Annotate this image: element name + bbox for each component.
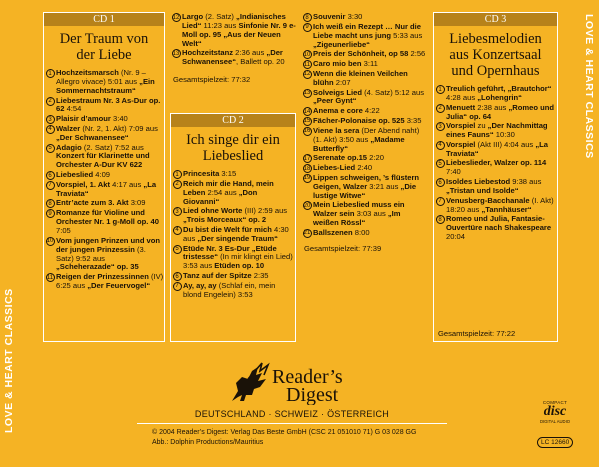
cd2-track-6	[171, 272, 295, 281]
track-number	[434, 159, 446, 168]
track-text: Largo (2. Satz) „Indianisches Lied“ 11:23 aus Sinfonie Nr. 9 e-Moll op. 95 „Aus der Neuen Welt“	[182, 12, 296, 48]
brand-line2: Digest	[286, 384, 339, 405]
track-text: Reich mir die Hand, mein Leben 2:54 aus „Don Giovanni“	[183, 178, 274, 206]
cd3-column	[433, 12, 558, 342]
track-text: Lied ohne Worte (III) 2:59 aus „Trois Morceaux“ op. 2	[183, 206, 288, 225]
cd1-track-3	[44, 115, 164, 124]
cd1-track-10	[44, 237, 164, 273]
track-number-badge: 16	[303, 128, 311, 135]
track-text: Isoldes Liebestod 9:38 aus „Tristan und Isolde“	[446, 177, 542, 195]
cd1-track-4	[44, 125, 164, 143]
track-text: Menuett 2:38 aus „Romeo und Julia“ op. 64	[446, 102, 555, 121]
cd3-track-1	[434, 85, 557, 103]
track-number	[170, 49, 182, 58]
cd2-tracklist	[171, 170, 295, 300]
cd1-track-9	[44, 209, 164, 236]
cd2-track-4	[171, 226, 295, 244]
cd1-track-11	[44, 273, 164, 291]
spine	[0, 0, 21, 467]
track-number	[301, 117, 313, 126]
track-number-badge: 15	[303, 118, 311, 125]
track-text: Fächer-Polonaise op. 525 3:35	[313, 115, 422, 125]
cd2-label: CD 2	[171, 114, 295, 127]
track-text: Romanze für Violine und Orchester Nr. 1 g-Moll op. 40 7:05	[56, 208, 159, 236]
track-number	[44, 97, 56, 106]
cd1-track-2	[44, 97, 164, 115]
track-number-badge: 1	[173, 170, 182, 179]
track-text: Treulich geführt, „Brautchor“ 4:28 aus „Lohengrin“	[446, 84, 552, 102]
cd1-tracklist	[44, 69, 164, 291]
track-number-badge: 12	[172, 14, 180, 21]
cd3-label: CD 3	[434, 13, 557, 26]
track-number-badge: 4	[436, 141, 445, 150]
track-number	[171, 207, 183, 216]
track-text: Princesita 3:15	[183, 169, 237, 178]
cd2-track-14	[301, 107, 427, 116]
cd2-track-8	[301, 13, 427, 22]
track-text: Vorspiel zu „Der Nachmittag eines Fauns“ 10:30	[446, 121, 548, 140]
track-number	[434, 197, 446, 206]
track-text: Vorspiel, 1. Akt 4:17 aus „La Traviata“	[56, 179, 157, 198]
cd2-tracklist-continued	[301, 13, 427, 238]
compact-disc-logo	[535, 400, 575, 434]
track-number	[434, 178, 446, 187]
cd2-track-20	[301, 201, 427, 228]
spine-text-left: LOVE & HEART CLASSICS	[3, 288, 15, 433]
cd2-track-2	[171, 180, 295, 207]
track-number-badge: 5	[173, 245, 182, 254]
cd1-column	[43, 12, 165, 342]
copyright-line1: © 2004 Reader’s Digest: Verlag Das Beste GmbH (CSC 21 051010 71) G 03 028 GG	[152, 429, 417, 436]
track-text: Romeo und Julia, Fantasie-Ouvertüre nach Shakespeare 20:04	[446, 214, 552, 242]
track-number-badge: 9	[46, 209, 55, 218]
track-text: Ballszenen 8:00	[313, 227, 370, 237]
cd1-title: Der Traum von der Liebe	[59, 31, 149, 63]
copyright-line2: Abb.: Dolphin Productions/Mauritius	[152, 438, 264, 446]
cd3-track-7	[434, 197, 557, 215]
track-number-badge: 12	[303, 71, 311, 78]
track-text: Vom jungen Prinzen und von der jungen Prinzessin (3. Satz) 9:52 aus „Scheherazade“ op. 35	[56, 235, 161, 272]
track-number	[44, 237, 56, 246]
track-number-badge: 5	[436, 159, 445, 168]
cd2-track-17	[301, 154, 427, 163]
track-number-badge: 11	[46, 274, 54, 281]
cd2-track-13	[301, 89, 427, 107]
track-number-badge: 2	[173, 180, 182, 189]
track-number-badge: 7	[436, 197, 445, 206]
track-number	[301, 70, 313, 79]
track-number-badge: 21	[303, 230, 311, 237]
label-code: LC 12660	[537, 437, 573, 448]
track-number	[171, 272, 183, 281]
track-text: Liebeslied 4:09	[56, 170, 111, 180]
track-text: Wenn die kleinen Veilchen blühn 2:07	[313, 68, 408, 87]
track-text: Venusberg-Bacchanale (I. Akt) 18:20 aus „Tannhäuser“	[446, 195, 554, 214]
divider	[137, 423, 447, 424]
track-text: Hochzeitstanz 2:36 aus „Der Schwanensee“, Ballett op. 20	[182, 48, 285, 67]
track-number	[301, 50, 313, 59]
track-text: Serenate op.15 2:20	[313, 153, 384, 163]
track-number-badge: 7	[173, 282, 182, 291]
track-text: Du bist die Welt für mich 4:30 aus „Der singende Traum“	[183, 224, 289, 243]
cd3-track-3	[434, 122, 557, 140]
track-number	[44, 273, 56, 282]
track-text: Liebes-Lied 2:40	[313, 163, 373, 173]
cd1-track-13	[170, 49, 296, 67]
track-number-badge: 4	[173, 226, 182, 235]
cd2-track-1	[171, 170, 295, 179]
cd2-track-21	[301, 229, 427, 238]
cd2-track-7	[171, 282, 295, 300]
track-number-badge: 13	[172, 50, 180, 57]
copyright	[152, 428, 416, 447]
track-number-badge: 3	[436, 122, 445, 131]
track-text: Entr’acte zum 3. Akt 3:09	[56, 198, 146, 208]
cd1-track-8	[44, 199, 164, 208]
cd1-track-1	[44, 69, 164, 96]
track-number-badge: 18	[303, 165, 311, 172]
track-text: Vorspiel (Akt III) 4:04 aus „La Traviata“	[446, 139, 549, 158]
track-number-badge: 19	[303, 175, 311, 182]
track-number-badge: 2	[436, 104, 445, 113]
track-number-badge: 8	[46, 199, 55, 208]
track-number-badge: 6	[436, 178, 445, 187]
track-number	[44, 199, 56, 208]
track-number-badge: 6	[173, 272, 182, 281]
track-number	[44, 69, 56, 78]
track-number	[301, 201, 313, 210]
track-number	[434, 141, 446, 150]
track-number	[44, 171, 56, 180]
track-number	[434, 215, 446, 224]
track-number-badge: 20	[303, 202, 311, 209]
cd3-track-2	[434, 104, 557, 122]
track-number-badge: 3	[173, 207, 182, 216]
track-text: Lippen schweigen, ’s flüstern Geigen, Walzer 3:21 aus „Die lustige Witwe“	[313, 172, 420, 200]
track-number	[171, 226, 183, 235]
track-text: Reigen der Prinzessinnen (IV) 6:25 aus „Der Feuervogel“	[56, 272, 164, 291]
disc-top: COMPACT	[542, 400, 568, 405]
cd1-track-6	[44, 171, 164, 180]
track-text: Ich weiß ein Rezept … Nur die Liebe macht uns jung 5:33 aus „Zigeunerliebe“	[313, 21, 423, 49]
track-number	[434, 85, 446, 94]
track-text: Caro mio ben 3:11	[313, 59, 378, 69]
track-text: Mein Liebeslied muss ein Walzer sein 3:03 aus „Im weißen Rössl“	[313, 200, 405, 228]
track-number-badge: 9	[303, 23, 312, 32]
cd3-track-4	[434, 141, 557, 159]
cd3-tracklist	[434, 85, 557, 242]
track-number	[434, 104, 446, 113]
track-text: Viene la sera (Der Abend naht) (1. Akt) 3:50 aus „Madame Butterfly“	[313, 125, 420, 153]
track-number-badge: 5	[46, 144, 55, 153]
track-text: Plaisir d’amour 3:40	[56, 114, 128, 124]
track-number-badge: 4	[46, 125, 55, 134]
track-number	[301, 60, 313, 69]
cd2-track-9	[301, 23, 427, 50]
cd1-track-5	[44, 144, 164, 171]
track-text: Hochzeitsmarsch (Nr. 9 – Allegro vivace) 5:01 aus „Ein Sommernachtstraum“	[56, 68, 155, 95]
track-number-badge: 11	[303, 61, 311, 68]
track-number	[44, 144, 56, 153]
cd2-track-12	[301, 70, 427, 88]
track-number	[171, 170, 183, 179]
track-number-badge: 3	[46, 115, 55, 124]
track-number	[301, 164, 313, 173]
readers-digest-logo	[228, 361, 378, 410]
cd2-track-5	[171, 245, 295, 272]
cd1-tracklist-continued	[170, 13, 296, 67]
track-number	[171, 245, 183, 254]
track-number	[301, 13, 313, 22]
track-number	[44, 181, 56, 190]
track-number	[301, 107, 313, 116]
cd2-column	[170, 113, 296, 342]
disc-main: disc	[543, 404, 567, 419]
track-number	[434, 122, 446, 131]
cd1-total-time: Gesamtspielzeit: 77:32	[173, 75, 251, 85]
cd2-track-15	[301, 117, 427, 126]
pegasus-icon	[228, 361, 378, 405]
cd1-label: CD 1	[44, 13, 164, 26]
track-number-badge: 1	[436, 85, 445, 94]
spine-text-right: LOVE & HEART CLASSICS	[583, 14, 595, 159]
cd2-track-3	[171, 207, 295, 225]
cd3-total-time: Gesamtspielzeit: 77:22	[438, 329, 516, 338]
cd2-track-11	[301, 60, 427, 69]
track-text: Souvenir 3:30	[313, 12, 363, 21]
disc-bottom: DIGITAL AUDIO	[539, 419, 570, 424]
track-text: Anema e core 4:22	[313, 106, 380, 116]
cd3-track-5	[434, 159, 557, 177]
track-number-badge: 1	[46, 69, 55, 78]
cd3-track-8	[434, 215, 557, 242]
cd3-track-6	[434, 178, 557, 196]
track-number-badge: 8	[303, 13, 312, 22]
track-number-badge: 8	[436, 215, 445, 224]
cd1-continuation	[170, 12, 296, 122]
track-number-badge: 10	[46, 238, 54, 245]
brand-line1: Reader’s	[272, 366, 343, 388]
countries-line: DEUTSCHLAND · SCHWEIZ · ÖSTERREICH	[194, 409, 390, 419]
track-number-badge: 17	[303, 155, 311, 162]
track-text: Adagio (2. Satz) 7:52 aus Konzert für Klarinette und Orchester A-Dur KV 622	[56, 142, 150, 170]
track-number-badge: 10	[303, 51, 311, 58]
cd1-track-12	[170, 13, 296, 49]
track-number-badge: 14	[303, 108, 311, 115]
track-text: Liebeslieder, Walzer op. 114 7:40	[446, 158, 547, 177]
track-number-badge: 13	[303, 90, 311, 97]
track-number-badge: 2	[46, 97, 55, 106]
cd2-title: Ich singe dir ein Liebeslied	[186, 132, 280, 164]
track-text: Preis der Schönheit, op 58 2:56	[313, 49, 426, 59]
cd2-track-18	[301, 164, 427, 173]
track-number	[171, 282, 183, 291]
track-number	[301, 154, 313, 163]
track-text: Liebestraum Nr. 3 As-Dur op. 62 4:54	[56, 95, 161, 114]
track-number	[301, 229, 313, 238]
track-number-badge: 7	[46, 181, 55, 190]
track-number-badge: 6	[46, 171, 55, 180]
cd2-track-19	[301, 174, 427, 201]
cd1-track-7	[44, 181, 164, 199]
track-text: Etüde Nr. 3 Es-Dur „Etüde tristesse“ (In mir klingt ein Lied) 3:53 aus Etüden op. 10	[183, 243, 293, 271]
track-number	[44, 115, 56, 124]
track-number	[301, 23, 313, 32]
track-number	[44, 125, 56, 134]
track-number	[301, 89, 313, 98]
cd2-continuation	[301, 12, 427, 342]
cd2-total-time: Gesamtspielzeit: 77:39	[304, 243, 382, 253]
track-text: Walzer (Nr. 2, 1. Akt) 7:09 aus „Der Schwanensee“	[56, 123, 158, 142]
track-number	[301, 174, 313, 183]
track-text: Ay, ay, ay (Schlaf ein, mein blond Engelein) 3:53	[183, 280, 276, 299]
cd3-title: Liebesmelodien aus Konzertsaal und Opernhaus	[449, 31, 542, 79]
track-text: Tanz auf der Spitze 2:35	[183, 271, 269, 281]
cd2-track-10	[301, 50, 427, 59]
track-number	[170, 13, 182, 22]
track-text: Solveigs Lied (4. Satz) 5:12 aus „Peer Gynt“	[313, 87, 425, 106]
track-number	[301, 127, 313, 136]
track-number	[44, 209, 56, 218]
track-number	[171, 180, 183, 189]
cd2-track-16	[301, 127, 427, 154]
